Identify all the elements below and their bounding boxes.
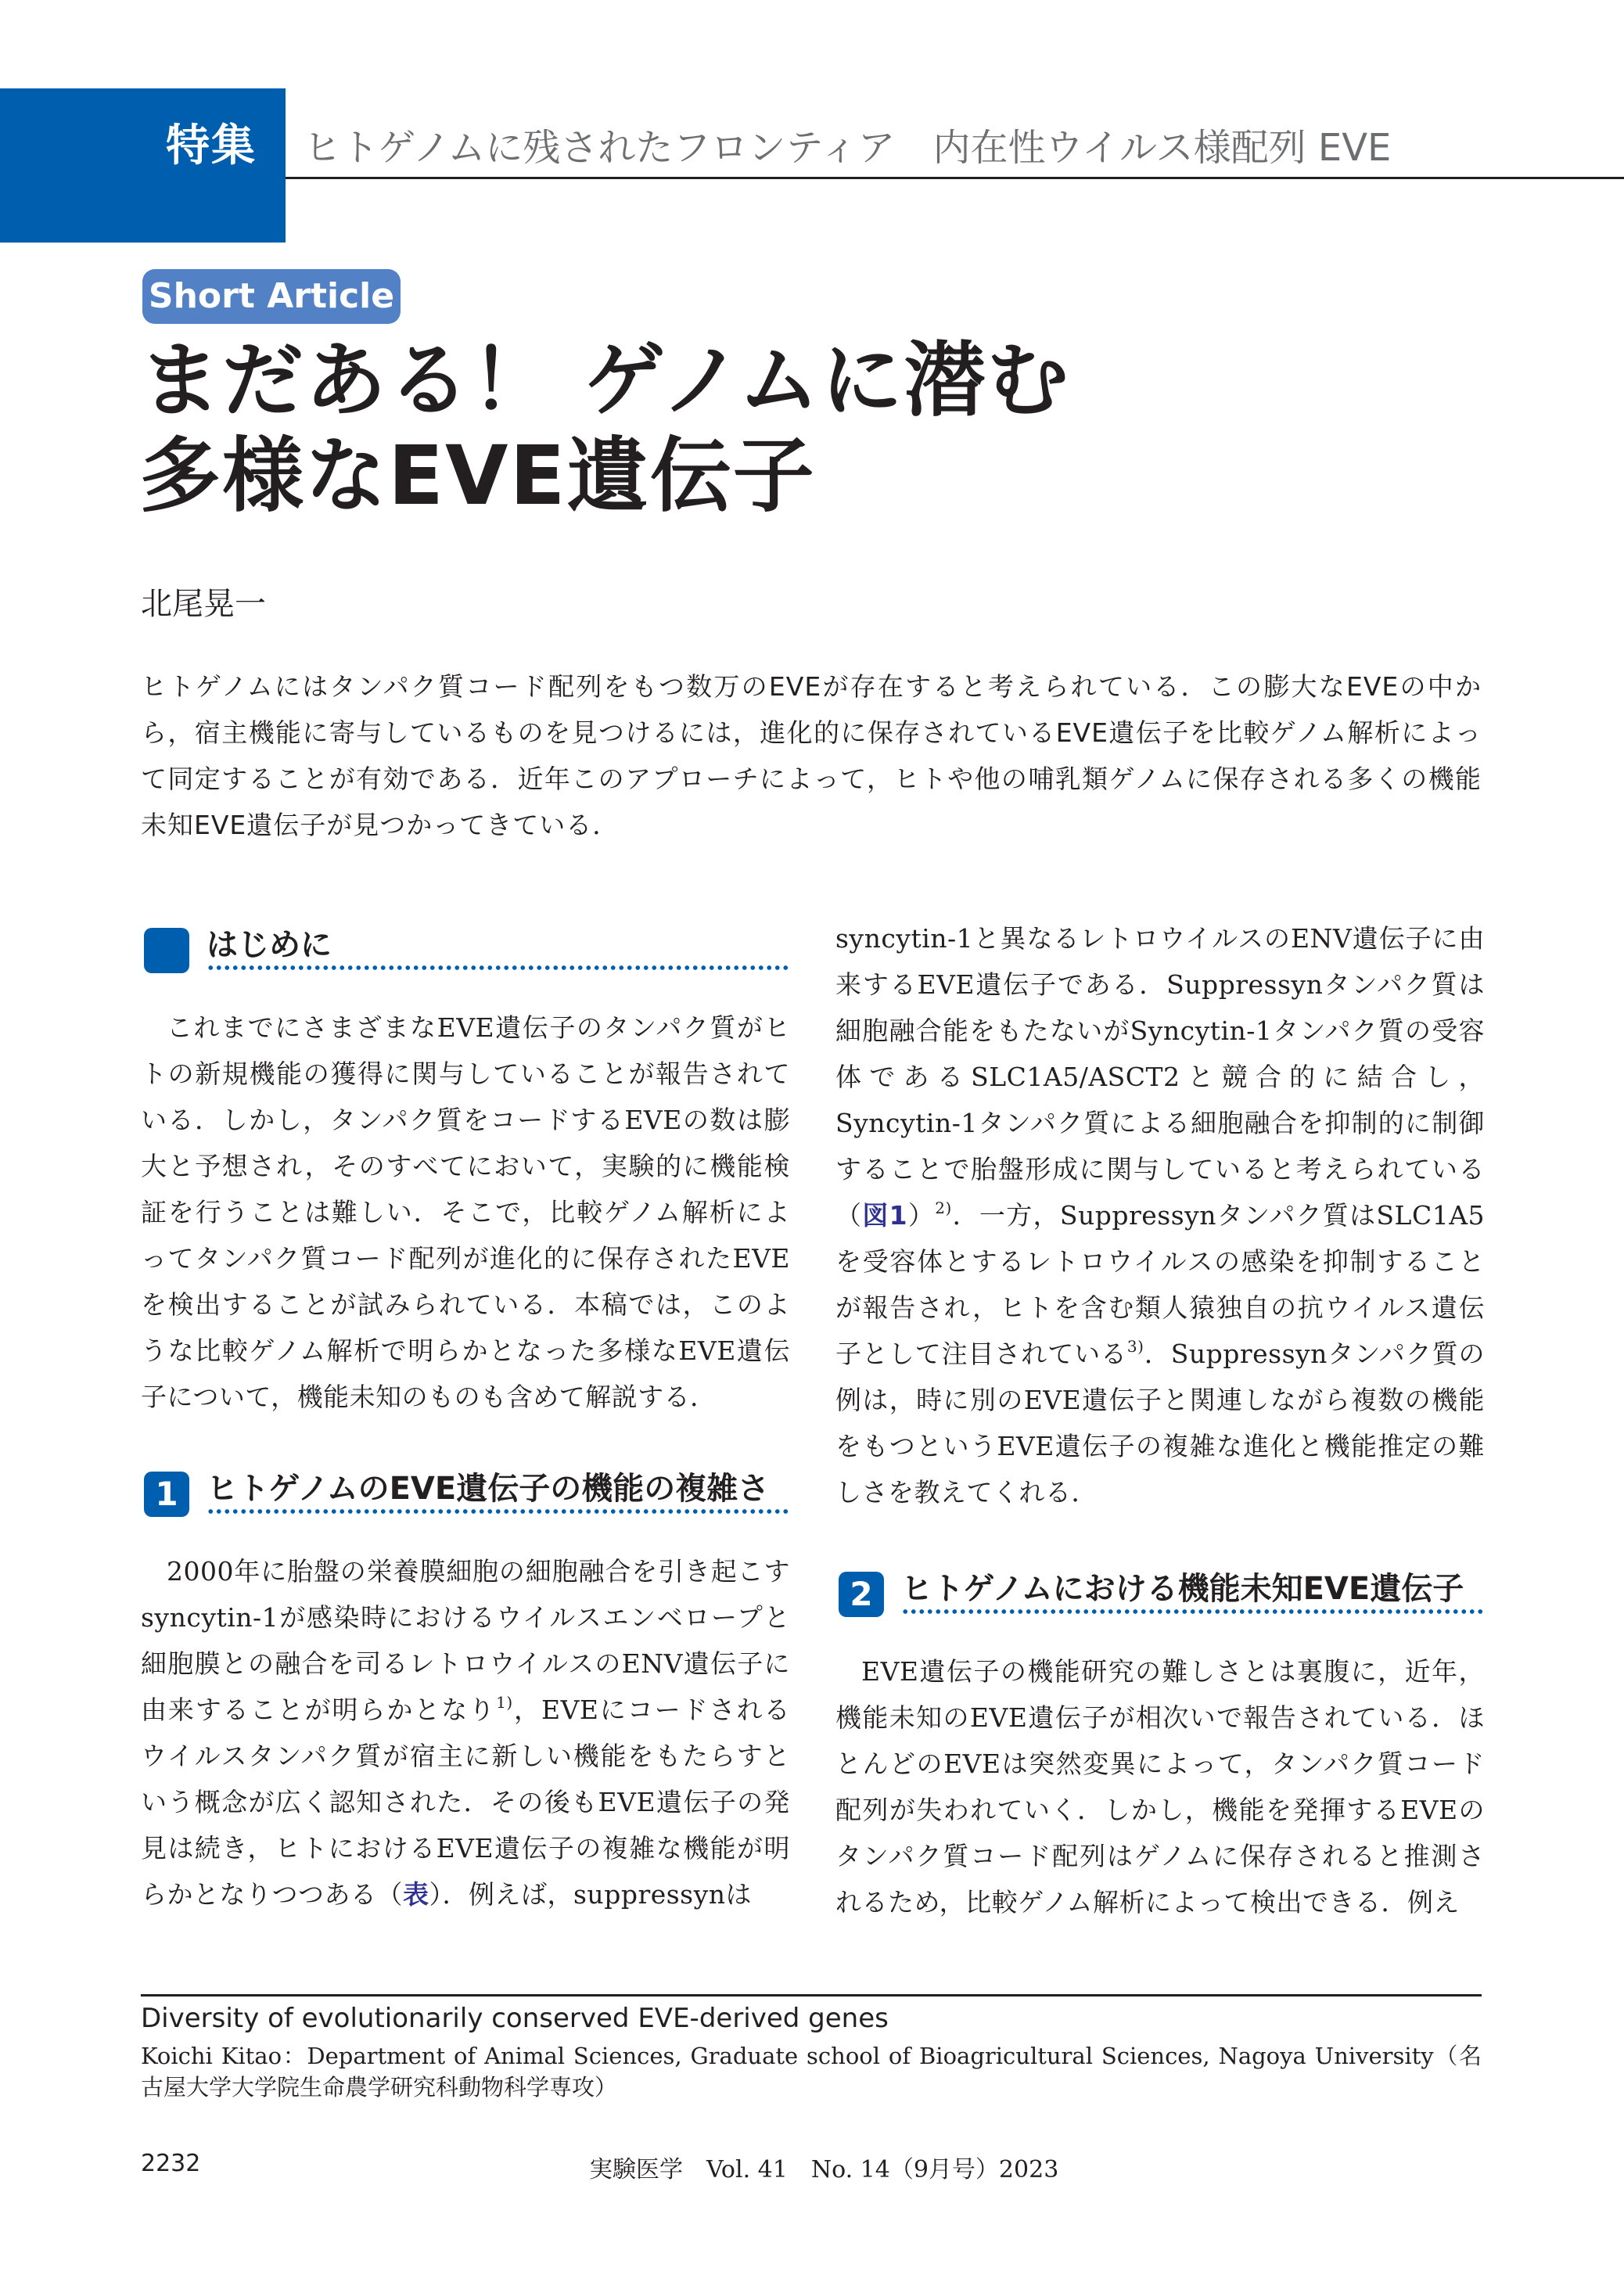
- citation-ref[interactable]: 1): [496, 1693, 513, 1712]
- section-title: ヒトゲノムのEVE遺伝子の機能の複雑さ: [207, 1471, 770, 1507]
- left-column: [141, 915, 790, 1917]
- author-affiliation: Koichi Kitao：Department of Animal Sciences, Graduate school of Bioagricultural Sciences, Nagoya University（名古屋大学大学院生命農学研究科動物科学専攻）: [141, 2043, 1482, 2101]
- feature-label: 特集: [166, 120, 257, 171]
- text-run: ．Suppressynタンパク質の例は，時に別のEVE遺伝子と関連しながら複数の機能をもつというEVE遺伝子の複雑な進化と機能推定の難しさを教えてくれる．: [835, 1339, 1486, 1508]
- english-title: Diversity of evolutionarily conserved EVE-derived genes: [141, 2003, 889, 2034]
- dotted-underline: [207, 965, 790, 970]
- article-title-line-2: 多様なEVE遺伝子: [139, 428, 816, 523]
- section-number-badge: 2: [839, 1572, 884, 1617]
- article-title: [139, 332, 1070, 523]
- intro-paragraph: これまでにさまざまなEVE遺伝子のタンパク質がヒトの新規機能の獲得に関与していることが報告されている．しかし，タンパク質をコードするEVEの数は膨大と予想され，そのすべてにおいて，実験的に機能検証を行うことは難しい．そこで，比較ゲノム解析によってタンパク質コード配列が進化的に保存されたEVEを検出することが試みられている．本稿では，このような比較ゲノム解析で明らかとなった多様なEVE遺伝子について，機能未知のものも含めて解説する．: [141, 1012, 790, 1412]
- section-title: ヒトゲノムにおける機能未知EVE遺伝子: [901, 1571, 1464, 1607]
- dotted-underline: [207, 1509, 790, 1514]
- section-number-badge: 1: [144, 1472, 189, 1517]
- series-title: ヒトゲノムに残されたフロンティア 内在性ウイルス様配列 EVE: [304, 126, 1392, 170]
- citation-ref[interactable]: 3): [1126, 1337, 1144, 1356]
- text-run: 2000年に胎盤の栄養膜細胞の細胞融合を引き起こすsyncytin-1が感染時におけるウイルスエンベロープと細胞膜との融合を司るレトロウイルスのENV遺伝子に由来することが明らかとなり: [141, 1556, 790, 1725]
- section-heading-1: [141, 1459, 790, 1518]
- section-title: はじめに: [207, 927, 332, 963]
- table-link[interactable]: 表: [403, 1879, 429, 1910]
- header-rule: [286, 177, 1624, 179]
- text-run: ）: [907, 1200, 936, 1231]
- author-name: 北尾晃一: [141, 586, 266, 622]
- page-number: 2232: [141, 2150, 201, 2177]
- section-heading-2: [835, 1559, 1485, 1619]
- section-2-paragraph: EVE遺伝子の機能研究の難しさとは裏腹に，近年，機能未知のEVE遺伝子が相次いで報告されている．ほとんどのEVEは突然変異によって，タンパク質コード配列が失われていく．しかし，機能を発揮するEVEのタンパク質コード配列はゲノムに保存されると推測されるため，比較ゲノム解析によって検出できる．例え: [835, 1656, 1485, 1917]
- abstract: ヒトゲノムにはタンパク質コード配列をもつ数万のEVEが存在すると考えられている．この膨大なEVEの中から，宿主機能に寄与しているものを見つけるには，進化的に保存されているEVE遺伝子を比較ゲノム解析によって同定することが有効である．近年このアプローチによって，ヒトや他の哺乳類ゲノムに保存される多くの機能未知EVE遺伝子が見つかってきている．: [141, 671, 1482, 840]
- article-type-badge: Short Article: [142, 269, 401, 324]
- footer-rule: [141, 1994, 1482, 1996]
- text-run: ．一方，Suppressynタンパク質はSLC1A5を受容体とするレトロウイルスの感染を抑制することが報告され，ヒトを含む類人猿独自の抗ウイルス遺伝子として注目されている: [835, 1200, 1486, 1369]
- citation-ref[interactable]: 2): [935, 1199, 952, 1217]
- section-1-paragraph: [141, 1548, 790, 1917]
- figure-link[interactable]: 図1: [862, 1200, 908, 1231]
- text-run: syncytin-1と異なるレトロウイルスのENV遺伝子に由来するEVE遺伝子である．Suppressynタンパク質は細胞融合能をもたないがSyncytin-1タンパク質の受容体であるSLC1A5/ASCT2と競合的に結合し，Syncytin-1タンパク質による細胞融合を抑制的に制御することで胎盤形成に関与していると考えられている（: [835, 923, 1485, 1231]
- dotted-underline: [901, 1609, 1485, 1614]
- text-run: ）．例えば，suppressynは: [429, 1879, 753, 1910]
- right-column: [835, 915, 1485, 1925]
- article-title-line-1: まだある！ ゲノムに潜む: [139, 332, 1070, 428]
- journal-citation: 実験医学 Vol. 41 No. 14（9月号）2023: [589, 2156, 1059, 2183]
- text-run: ，EVEにコードされるウイルスタンパク質が宿主に新しい機能をもたらすという概念が広く認知された．その後もEVE遺伝子の発見は続き，ヒトにおけるEVE遺伝子の複雑な機能が明らかとなりつつある（: [141, 1695, 791, 1910]
- section-heading-intro: [141, 915, 790, 975]
- section-1-paragraph-continued: [835, 915, 1485, 1515]
- section-marker-square-icon: [144, 928, 189, 973]
